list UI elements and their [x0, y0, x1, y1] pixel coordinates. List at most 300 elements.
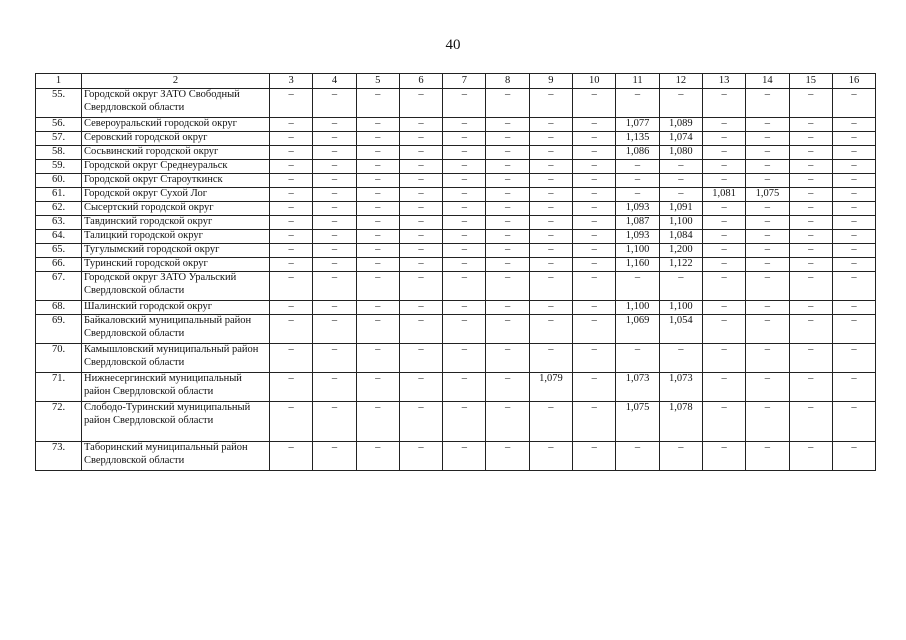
row-number: 70.: [36, 344, 82, 373]
value-cell: –: [356, 373, 399, 402]
value-cell: –: [832, 315, 875, 344]
value-cell: –: [270, 244, 313, 258]
header-cell: 12: [659, 74, 702, 89]
value-cell: –: [313, 373, 356, 402]
header-cell: 4: [313, 74, 356, 89]
value-cell: –: [789, 230, 832, 244]
value-cell: –: [313, 132, 356, 146]
value-cell: –: [746, 301, 789, 315]
table-row: [36, 188, 876, 202]
row-number: 67.: [36, 272, 82, 301]
table-row: [36, 132, 876, 146]
value-cell: –: [529, 344, 572, 373]
value-cell: 1,200: [659, 244, 702, 258]
table-row: [36, 301, 876, 315]
value-cell: –: [529, 202, 572, 216]
value-cell: –: [659, 272, 702, 301]
row-number: 55.: [36, 89, 82, 118]
value-cell: –: [659, 89, 702, 118]
value-cell: –: [789, 89, 832, 118]
value-cell: –: [270, 402, 313, 442]
municipality-name: Нижнесергинский муниципальный район Свердловской области: [82, 373, 270, 402]
value-cell: –: [313, 344, 356, 373]
value-cell: –: [573, 442, 616, 471]
value-cell: –: [832, 146, 875, 160]
value-cell: –: [399, 216, 442, 230]
municipality-name: Байкаловский муниципальный район Свердловской области: [82, 315, 270, 344]
value-cell: –: [529, 315, 572, 344]
value-cell: –: [746, 132, 789, 146]
value-cell: –: [313, 301, 356, 315]
value-cell: –: [399, 315, 442, 344]
value-cell: –: [486, 373, 529, 402]
value-cell: –: [486, 344, 529, 373]
value-cell: –: [789, 272, 832, 301]
value-cell: –: [789, 146, 832, 160]
table-row: [36, 146, 876, 160]
table-row: [36, 272, 876, 301]
value-cell: –: [573, 132, 616, 146]
value-cell: –: [832, 272, 875, 301]
value-cell: 1,091: [659, 202, 702, 216]
row-number: 73.: [36, 442, 82, 471]
value-cell: –: [832, 118, 875, 132]
value-cell: –: [270, 272, 313, 301]
value-cell: –: [573, 230, 616, 244]
value-cell: –: [356, 118, 399, 132]
row-number: 61.: [36, 188, 82, 202]
value-cell: –: [702, 146, 745, 160]
value-cell: –: [832, 188, 875, 202]
value-cell: –: [746, 118, 789, 132]
value-cell: –: [573, 216, 616, 230]
value-cell: –: [573, 258, 616, 272]
value-cell: –: [702, 315, 745, 344]
value-cell: –: [356, 132, 399, 146]
value-cell: –: [789, 118, 832, 132]
value-cell: –: [270, 132, 313, 146]
value-cell: –: [659, 188, 702, 202]
value-cell: 1,093: [616, 230, 659, 244]
municipality-name: Камышловский муниципальный район Свердловской области: [82, 344, 270, 373]
value-cell: –: [443, 216, 486, 230]
value-cell: –: [789, 244, 832, 258]
value-cell: –: [616, 89, 659, 118]
value-cell: –: [832, 402, 875, 442]
value-cell: –: [746, 89, 789, 118]
value-cell: –: [573, 373, 616, 402]
row-number: 68.: [36, 301, 82, 315]
value-cell: –: [270, 301, 313, 315]
value-cell: 1,087: [616, 216, 659, 230]
value-cell: –: [270, 258, 313, 272]
value-cell: –: [399, 230, 442, 244]
value-cell: –: [702, 344, 745, 373]
value-cell: –: [746, 344, 789, 373]
value-cell: –: [746, 230, 789, 244]
value-cell: –: [573, 118, 616, 132]
value-cell: 1,100: [659, 301, 702, 315]
value-cell: –: [659, 174, 702, 188]
value-cell: –: [486, 146, 529, 160]
value-cell: –: [573, 160, 616, 174]
header-cell: 6: [399, 74, 442, 89]
value-cell: –: [529, 160, 572, 174]
value-cell: –: [789, 402, 832, 442]
value-cell: –: [399, 202, 442, 216]
value-cell: –: [313, 244, 356, 258]
value-cell: –: [443, 230, 486, 244]
value-cell: –: [702, 258, 745, 272]
value-cell: –: [443, 118, 486, 132]
municipality-name: Сысертский городской округ: [82, 202, 270, 216]
value-cell: –: [529, 188, 572, 202]
row-number: 56.: [36, 118, 82, 132]
value-cell: –: [313, 442, 356, 471]
row-number: 58.: [36, 146, 82, 160]
value-cell: –: [443, 202, 486, 216]
value-cell: –: [270, 315, 313, 344]
value-cell: 1,078: [659, 402, 702, 442]
value-cell: –: [356, 258, 399, 272]
value-cell: –: [313, 146, 356, 160]
header-cell: 7: [443, 74, 486, 89]
value-cell: –: [529, 230, 572, 244]
municipality-name: Городской округ ЗАТО Свободный Свердловской области: [82, 89, 270, 118]
value-cell: –: [486, 132, 529, 146]
value-cell: –: [573, 315, 616, 344]
value-cell: –: [486, 315, 529, 344]
value-cell: –: [443, 373, 486, 402]
value-cell: –: [529, 272, 572, 301]
value-cell: –: [356, 315, 399, 344]
value-cell: –: [702, 373, 745, 402]
value-cell: –: [313, 202, 356, 216]
value-cell: –: [443, 132, 486, 146]
municipality-name: Сосьвинский городской округ: [82, 146, 270, 160]
value-cell: –: [789, 174, 832, 188]
municipality-name: Шалинский городской округ: [82, 301, 270, 315]
value-cell: –: [573, 188, 616, 202]
header-row: [36, 74, 876, 89]
municipality-name: Североуральский городской округ: [82, 118, 270, 132]
value-cell: –: [746, 174, 789, 188]
value-cell: –: [356, 202, 399, 216]
value-cell: –: [486, 258, 529, 272]
value-cell: –: [356, 272, 399, 301]
value-cell: –: [399, 373, 442, 402]
value-cell: –: [399, 160, 442, 174]
value-cell: –: [573, 89, 616, 118]
value-cell: –: [356, 301, 399, 315]
value-cell: –: [356, 402, 399, 442]
municipality-name: Городской округ Сухой Лог: [82, 188, 270, 202]
value-cell: 1,093: [616, 202, 659, 216]
value-cell: –: [746, 160, 789, 174]
table-row: [36, 258, 876, 272]
value-cell: –: [443, 402, 486, 442]
header-cell: 15: [789, 74, 832, 89]
value-cell: 1,100: [659, 216, 702, 230]
municipality-name: Талицкий городской округ: [82, 230, 270, 244]
value-cell: –: [832, 373, 875, 402]
value-cell: 1,081: [702, 188, 745, 202]
value-cell: –: [270, 202, 313, 216]
row-number: 60.: [36, 174, 82, 188]
value-cell: –: [270, 373, 313, 402]
value-cell: –: [313, 118, 356, 132]
value-cell: –: [399, 188, 442, 202]
value-cell: –: [702, 160, 745, 174]
value-cell: –: [486, 89, 529, 118]
value-cell: –: [529, 402, 572, 442]
header-cell: 3: [270, 74, 313, 89]
value-cell: –: [573, 174, 616, 188]
value-cell: –: [702, 230, 745, 244]
value-cell: –: [399, 244, 442, 258]
value-cell: –: [486, 202, 529, 216]
value-cell: –: [443, 244, 486, 258]
value-cell: –: [356, 230, 399, 244]
value-cell: –: [399, 272, 442, 301]
value-cell: –: [270, 146, 313, 160]
header-cell: 9: [529, 74, 572, 89]
value-cell: –: [486, 272, 529, 301]
value-cell: –: [789, 160, 832, 174]
header-cell: 14: [746, 74, 789, 89]
table-row: [36, 344, 876, 373]
value-cell: –: [702, 442, 745, 471]
value-cell: –: [832, 216, 875, 230]
value-cell: –: [746, 258, 789, 272]
row-number: 65.: [36, 244, 82, 258]
value-cell: –: [399, 146, 442, 160]
value-cell: –: [529, 174, 572, 188]
value-cell: –: [443, 160, 486, 174]
value-cell: –: [832, 344, 875, 373]
value-cell: –: [746, 272, 789, 301]
value-cell: –: [399, 258, 442, 272]
value-cell: –: [356, 160, 399, 174]
value-cell: –: [399, 118, 442, 132]
value-cell: –: [789, 132, 832, 146]
table-row: [36, 315, 876, 344]
value-cell: –: [486, 118, 529, 132]
value-cell: –: [313, 258, 356, 272]
table-row: [36, 216, 876, 230]
value-cell: –: [443, 146, 486, 160]
value-cell: 1,086: [616, 146, 659, 160]
header-cell: 1: [36, 74, 82, 89]
value-cell: –: [270, 188, 313, 202]
value-cell: –: [313, 402, 356, 442]
value-cell: –: [616, 188, 659, 202]
value-cell: 1,122: [659, 258, 702, 272]
value-cell: 1,069: [616, 315, 659, 344]
municipality-name: Городской округ Среднеуральск: [82, 160, 270, 174]
value-cell: –: [702, 132, 745, 146]
value-cell: –: [529, 118, 572, 132]
value-cell: –: [573, 301, 616, 315]
municipality-name: Слободо-Туринский муниципальный район Свердловской области: [82, 402, 270, 442]
value-cell: –: [486, 402, 529, 442]
value-cell: –: [270, 160, 313, 174]
header-cell: 16: [832, 74, 875, 89]
table-row: [36, 442, 876, 471]
value-cell: –: [616, 344, 659, 373]
row-number: 69.: [36, 315, 82, 344]
value-cell: –: [270, 344, 313, 373]
header-cell: 11: [616, 74, 659, 89]
value-cell: –: [313, 89, 356, 118]
value-cell: –: [486, 230, 529, 244]
header-cell: 8: [486, 74, 529, 89]
value-cell: –: [573, 344, 616, 373]
value-cell: –: [832, 174, 875, 188]
value-cell: –: [399, 344, 442, 373]
value-cell: –: [486, 160, 529, 174]
value-cell: –: [529, 132, 572, 146]
data-table: [35, 73, 876, 471]
value-cell: –: [832, 301, 875, 315]
value-cell: –: [270, 174, 313, 188]
value-cell: –: [746, 202, 789, 216]
value-cell: 1,084: [659, 230, 702, 244]
value-cell: –: [832, 202, 875, 216]
table-row: [36, 230, 876, 244]
value-cell: –: [443, 344, 486, 373]
value-cell: –: [399, 174, 442, 188]
value-cell: –: [789, 344, 832, 373]
value-cell: –: [443, 272, 486, 301]
value-cell: –: [573, 272, 616, 301]
value-cell: 1,077: [616, 118, 659, 132]
value-cell: –: [399, 301, 442, 315]
value-cell: –: [616, 442, 659, 471]
value-cell: 1,100: [616, 244, 659, 258]
value-cell: –: [399, 402, 442, 442]
value-cell: –: [443, 301, 486, 315]
value-cell: –: [356, 146, 399, 160]
value-cell: 1,073: [659, 373, 702, 402]
value-cell: –: [573, 244, 616, 258]
value-cell: –: [486, 174, 529, 188]
value-cell: –: [746, 216, 789, 230]
value-cell: –: [443, 315, 486, 344]
table-row: [36, 244, 876, 258]
value-cell: –: [702, 272, 745, 301]
table-row: [36, 118, 876, 132]
value-cell: –: [356, 188, 399, 202]
value-cell: –: [702, 174, 745, 188]
value-cell: –: [789, 315, 832, 344]
table-row: [36, 202, 876, 216]
municipality-name: Тугулымский городской округ: [82, 244, 270, 258]
row-number: 66.: [36, 258, 82, 272]
municipality-name: Серовский городской округ: [82, 132, 270, 146]
value-cell: –: [746, 146, 789, 160]
page-number: 40: [445, 37, 461, 53]
value-cell: –: [399, 132, 442, 146]
header-cell: 10: [573, 74, 616, 89]
value-cell: –: [486, 244, 529, 258]
value-cell: 1,075: [616, 402, 659, 442]
value-cell: –: [356, 216, 399, 230]
row-number: 64.: [36, 230, 82, 244]
value-cell: –: [313, 160, 356, 174]
row-number: 71.: [36, 373, 82, 402]
value-cell: –: [486, 442, 529, 471]
table-row: [36, 402, 876, 442]
row-number: 59.: [36, 160, 82, 174]
value-cell: –: [616, 272, 659, 301]
value-cell: –: [399, 442, 442, 471]
value-cell: –: [313, 188, 356, 202]
value-cell: –: [443, 188, 486, 202]
table-row: [36, 373, 876, 402]
value-cell: –: [746, 244, 789, 258]
value-cell: 1,160: [616, 258, 659, 272]
value-cell: –: [659, 344, 702, 373]
value-cell: –: [702, 89, 745, 118]
value-cell: 1,080: [659, 146, 702, 160]
value-cell: –: [486, 216, 529, 230]
municipality-name: Городской округ ЗАТО Уральский Свердловской области: [82, 272, 270, 301]
value-cell: –: [746, 442, 789, 471]
value-cell: –: [789, 442, 832, 471]
value-cell: –: [832, 442, 875, 471]
value-cell: –: [270, 216, 313, 230]
value-cell: –: [789, 202, 832, 216]
value-cell: –: [832, 160, 875, 174]
value-cell: –: [832, 244, 875, 258]
value-cell: –: [659, 160, 702, 174]
value-cell: 1,074: [659, 132, 702, 146]
value-cell: –: [573, 146, 616, 160]
value-cell: –: [832, 258, 875, 272]
value-cell: –: [313, 174, 356, 188]
value-cell: –: [702, 216, 745, 230]
value-cell: 1,079: [529, 373, 572, 402]
header-cell: 13: [702, 74, 745, 89]
value-cell: 1,135: [616, 132, 659, 146]
value-cell: –: [529, 442, 572, 471]
value-cell: –: [443, 442, 486, 471]
value-cell: –: [789, 301, 832, 315]
value-cell: –: [702, 301, 745, 315]
value-cell: –: [270, 89, 313, 118]
table-row: [36, 89, 876, 118]
value-cell: –: [486, 188, 529, 202]
value-cell: –: [746, 373, 789, 402]
value-cell: –: [702, 402, 745, 442]
header-cell: 5: [356, 74, 399, 89]
value-cell: –: [529, 301, 572, 315]
value-cell: –: [443, 89, 486, 118]
header-cell: 2: [82, 74, 270, 89]
value-cell: 1,054: [659, 315, 702, 344]
value-cell: 1,073: [616, 373, 659, 402]
value-cell: –: [573, 402, 616, 442]
row-number: 63.: [36, 216, 82, 230]
table-row: [36, 174, 876, 188]
value-cell: –: [746, 402, 789, 442]
value-cell: –: [270, 442, 313, 471]
value-cell: –: [702, 202, 745, 216]
row-number: 62.: [36, 202, 82, 216]
value-cell: 1,089: [659, 118, 702, 132]
value-cell: –: [486, 301, 529, 315]
